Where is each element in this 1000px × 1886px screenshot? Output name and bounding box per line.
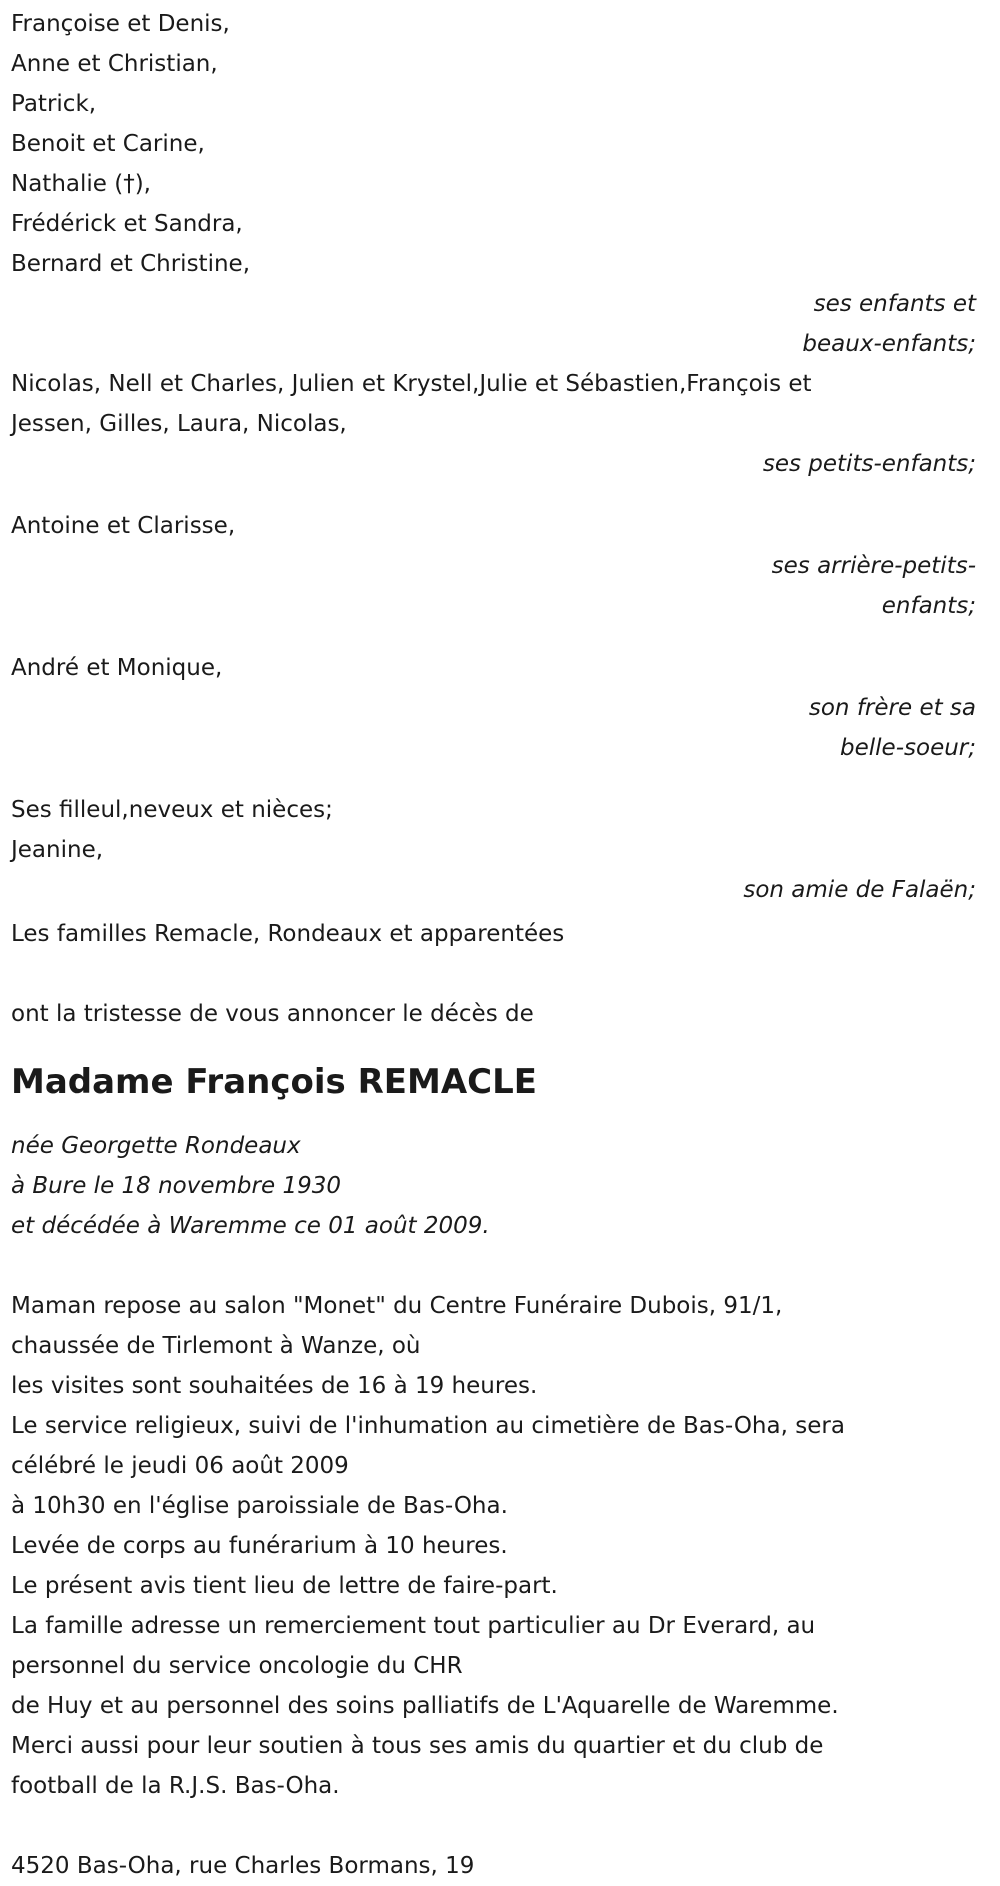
body-line: à 10h30 en l'église paroissiale de Bas-Oha. xyxy=(11,1493,508,1519)
great-grandchildren-names: Antoine et Clarisse, xyxy=(11,513,236,539)
announcement-line: ont la tristesse de vous annoncer le décès de xyxy=(11,1001,534,1027)
children-relation: beaux-enfants; xyxy=(802,331,976,357)
sibling-section xyxy=(11,648,995,768)
body-text xyxy=(11,1286,995,1806)
body-line: de Huy et au personnel des soins palliatifs de L'Aquarelle de Waremme. xyxy=(11,1693,839,1719)
child-line: Frédérick et Sandra, xyxy=(11,211,243,237)
spacer xyxy=(11,1806,995,1846)
grandchildren-section xyxy=(11,364,995,484)
great-grandchildren-relation: ses arrière-petits- xyxy=(771,553,976,579)
grandchildren-relation: ses petits-enfants; xyxy=(762,451,976,477)
children-relation: ses enfants et xyxy=(813,291,976,317)
body-line: Merci aussi pour leur soutien à tous ses amis du quartier et du club de xyxy=(11,1733,824,1759)
body-line: football de la R.J.S. Bas-Oha. xyxy=(11,1773,340,1799)
body-line: Maman repose au salon "Monet" du Centre Funéraire Dubois, 91/1, xyxy=(11,1293,783,1319)
body-line: La famille adresse un remerciement tout particulier au Dr Everard, au xyxy=(11,1613,816,1639)
grandchildren-names: Jessen, Gilles, Laura, Nicolas, xyxy=(11,411,347,437)
body-line: célébré le jeudi 06 août 2009 xyxy=(11,1453,349,1479)
sibling-relation: belle-soeur; xyxy=(840,735,976,761)
families-line: Les familles Remacle, Rondeaux et apparentées xyxy=(11,921,565,947)
body-line: Levée de corps au funérarium à 10 heures. xyxy=(11,1533,508,1559)
obituary-notice xyxy=(11,0,995,1886)
friend-section xyxy=(11,830,995,910)
friend-relation: son amie de Falaën; xyxy=(743,877,976,903)
sibling-relation: son frère et sa xyxy=(808,695,976,721)
child-line: Françoise et Denis, xyxy=(11,11,230,37)
detail-line: et décédée à Waremme ce 01 août 2009. xyxy=(11,1213,490,1239)
godchildren-line: Ses filleul,neveux et nièces; xyxy=(11,797,333,823)
child-line: Bernard et Christine, xyxy=(11,251,251,277)
address-line: 4520 Bas-Oha, rue Charles Bormans, 19 xyxy=(11,1853,475,1879)
godchildren-section xyxy=(11,790,995,830)
friend-name: Jeanine, xyxy=(11,837,104,863)
deceased-details xyxy=(11,1126,995,1246)
body-line: personnel du service oncologie du CHR xyxy=(11,1653,463,1679)
spacer xyxy=(11,1246,995,1286)
sibling-names: André et Monique, xyxy=(11,655,223,681)
deceased-name: Madame François REMACLE xyxy=(11,1062,537,1102)
spacer xyxy=(11,954,995,994)
children-section xyxy=(11,4,995,364)
detail-line: née Georgette Rondeaux xyxy=(11,1133,301,1159)
body-line: Le service religieux, suivi de l'inhumation au cimetière de Bas-Oha, sera xyxy=(11,1413,845,1439)
child-line: Nathalie (†), xyxy=(11,171,151,197)
great-grandchildren-relation: enfants; xyxy=(881,593,976,619)
child-line: Benoit et Carine, xyxy=(11,131,205,157)
grandchildren-names: Nicolas, Nell et Charles, Julien et Krystel,Julie et Sébastien,François et xyxy=(11,371,812,397)
body-line: les visites sont souhaitées de 16 à 19 heures. xyxy=(11,1373,538,1399)
body-line: chaussée de Tirlemont à Wanze, où xyxy=(11,1333,421,1359)
detail-line: à Bure le 18 novembre 1930 xyxy=(11,1173,341,1199)
body-line: Le présent avis tient lieu de lettre de faire-part. xyxy=(11,1573,558,1599)
child-line: Anne et Christian, xyxy=(11,51,218,77)
great-grandchildren-section xyxy=(11,506,995,626)
child-line: Patrick, xyxy=(11,91,97,117)
